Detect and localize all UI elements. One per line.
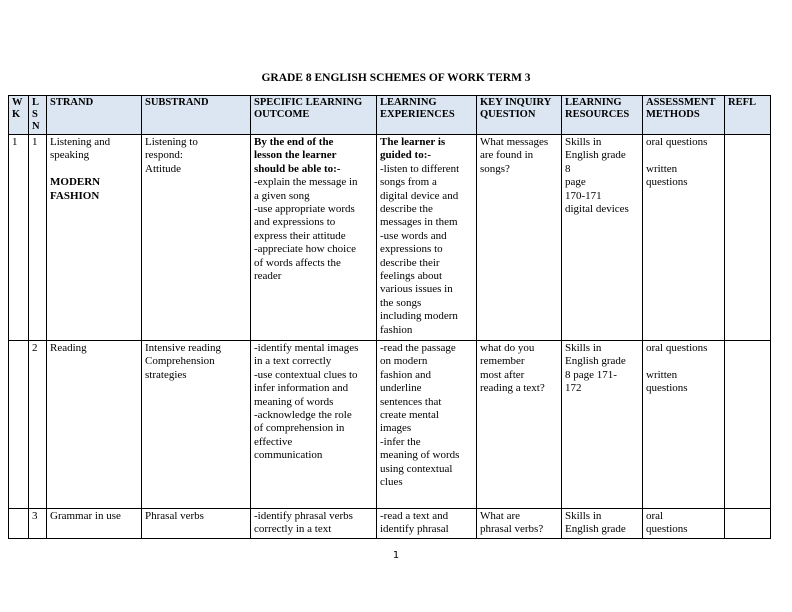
header-wk: W K (9, 96, 29, 135)
table-row (9, 509, 771, 539)
slo-text: -explain the message in a given song -use appropriate words and expressions to express their attitude -appreciate how choice of words affects the reader (254, 176, 358, 283)
cell-substrand: Intensive reading Comprehension strategies (142, 341, 251, 509)
cell-lsn: 2 (29, 341, 47, 509)
cell-assessment: oral questions written questions (643, 135, 725, 341)
header-resources: LEARNING RESOURCES (562, 96, 643, 135)
cell-resources: Skills in English grade 8 page 170-171 digital devices (562, 135, 643, 341)
le-text: -listen to different songs from a digital device and describe the messages in them -use words and expressions to describe their feelings about various issues in the songs including modern fashion (380, 162, 460, 336)
cell-slo: -identify phrasal verbs correctly in a text (251, 509, 377, 539)
document-title: GRADE 8 ENGLISH SCHEMES OF WORK TERM 3 (261, 72, 531, 84)
cell-slo: -identify mental images in a text correctly -use contextual clues to infer information and meaning of words -acknowledge the role of comprehension in effective communication (251, 341, 377, 509)
header-slo: SPECIFIC LEARNING OUTCOME (251, 96, 377, 135)
cell-substrand: Phrasal verbs (142, 509, 251, 539)
cell-experiences (377, 135, 477, 341)
page-number: 1 (392, 550, 400, 561)
cell-resources: Skills in English grade 8 page 171- 172 (562, 341, 643, 509)
cell-inquiry: what do you remember most after reading a text? (477, 341, 562, 509)
header-refl: REFL (725, 96, 771, 135)
header-assessment: ASSESSMENT METHODS (643, 96, 725, 135)
cell-lsn: 1 (29, 135, 47, 341)
cell-inquiry: What messages are found in songs? (477, 135, 562, 341)
cell-substrand: Listening to respond: Attitude (142, 135, 251, 341)
header-substrand: SUBSTRAND (142, 96, 251, 135)
header-strand: STRAND (47, 96, 142, 135)
cell-inquiry: What are phrasal verbs? (477, 509, 562, 539)
cell-slo (251, 135, 377, 341)
cell-resources: Skills in English grade (562, 509, 643, 539)
slo-intro: By the end of the lesson the learner should be able to:- (254, 136, 341, 175)
cell-wk (9, 341, 29, 509)
cell-refl (725, 135, 771, 341)
table-row (9, 135, 771, 341)
table-row (9, 341, 771, 509)
cell-assessment: oral questions (643, 509, 725, 539)
cell-refl (725, 509, 771, 539)
cell-experiences: -read the passage on modern fashion and underline sentences that create mental images -infer the meaning of words using contextual clues (377, 341, 477, 509)
strand-text: Listening and speaking (50, 136, 111, 162)
cell-strand: Reading (47, 341, 142, 509)
cell-refl (725, 341, 771, 509)
header-inquiry: KEY INQUIRY QUESTION (477, 96, 562, 135)
theme-text: MODERN FASHION (50, 176, 101, 202)
cell-wk: 1 (9, 135, 29, 341)
cell-strand (47, 135, 142, 341)
schemes-of-work-table (8, 95, 771, 539)
cell-wk (9, 509, 29, 539)
cell-lsn: 3 (29, 509, 47, 539)
cell-experiences: -read a text and identify phrasal (377, 509, 477, 539)
le-intro: The learner is guided to:- (380, 136, 446, 162)
header-row (9, 96, 771, 135)
header-lsn: L S N (29, 96, 47, 135)
cell-assessment: oral questions written questions (643, 341, 725, 509)
header-experiences: LEARNING EXPERIENCES (377, 96, 477, 135)
cell-strand: Grammar in use (47, 509, 142, 539)
